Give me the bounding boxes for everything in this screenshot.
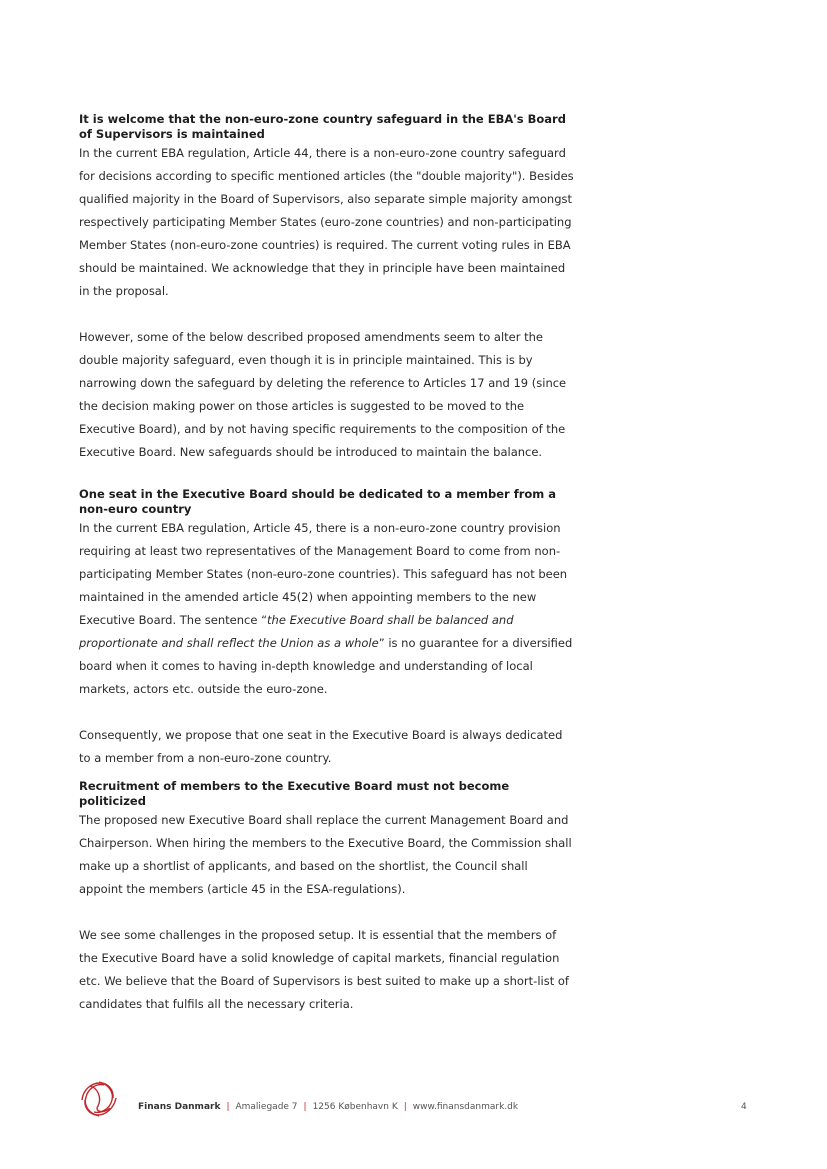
paragraph-safeguard-1: In the current EBA regulation, Article 44, there is a non-euro-zone country safeguard for decisions according to specific mentioned articles (the "double majority"). Besides qualified majority in the Board of Supervisors, also separate simple majority amongst respectively participating Member States (euro-zone countries) and non-participating Member States (non-euro-zone countries) is required. The current voting rules in EBA should be maintained. We acknowledge that they in principle have been maintained in the proposal. [79,146,574,298]
paragraph-executive-seat-2: Consequently, we propose that one seat in the Executive Board is always dedicated to a member from a non-euro-zone country. [79,728,563,765]
page-number: 4 [741,1102,747,1112]
section-heading-executive-seat: One seat in the Executive Board should be dedicated to a member from a non-euro country [79,487,557,516]
paragraph-executive-seat-1 [79,517,575,701]
footer-address-line [138,1102,518,1112]
section-heading-safeguard: It is welcome that the non-euro-zone country safeguard in the EBA's Board of Supervisors is maintained [79,112,566,141]
footer-brand: Finans Danmark [138,1102,221,1112]
footer-separator: | [403,1102,407,1112]
paragraph-recruitment-1: The proposed new Executive Board shall replace the current Management Board and Chairperson. When hiring the members to the Executive Board, the Commission shall make up a shortlist of applicants, and based on the shortlist, the Council shall appoint the members (article 45 in the ESA-regulations). [79,813,572,896]
footer-website[interactable]: www.finansdanmark.dk [412,1102,519,1112]
quoted-sentence: the Executive Board shall be balanced and proportionate and shall reflect the Union as a whole [79,613,514,650]
paragraph-intro: In the current EBA regulation, Article 45, there is a non-euro-zone country provision requiring at least two representatives of the Management Board to come from non-participating Member States (non-euro-zone countries). This safeguard has not been maintained in the amended article 45(2) when appointing members to the new Executive Board. The sentence “ [79,521,568,627]
footer-address: Amaliegade 7 [235,1102,298,1112]
footer-separator: | [226,1102,230,1112]
footer-city: 1256 København K [312,1102,398,1112]
paragraph-safeguard-2: However, some of the below described proposed amendments seem to alter the double majority safeguard, even though it is in principle maintained. This is by narrowing down the safeguard by deleting the reference to Articles 17 and 19 (since the decision making power on those articles is suggested to be moved to the Executive Board), and by not having specific requirements to the composition of the Executive Board. New safeguards should be introduced to maintain the balance. [79,330,567,459]
finans-danmark-logo-icon [78,1078,120,1120]
section-heading-recruitment: Recruitment of members to the Executive Board must not become politicized [79,779,510,808]
footer-separator: | [303,1102,307,1112]
paragraph-recruitment-2: We see some challenges in the proposed setup. It is essential that the members of the Executive Board have a solid knowledge of capital markets, financial regulation etc. We believe that the Board of Supervisors is best suited to make up a short-list of candidates that fulfils all the necessary criteria. [79,928,569,1011]
document-body [79,112,575,1016]
paragraph-outro: ” is no guarantee for a diversified board when it comes to having in-depth knowledge and understanding of local markets, actors etc. outside the euro-zone. [79,636,573,696]
page-footer [0,1076,827,1136]
